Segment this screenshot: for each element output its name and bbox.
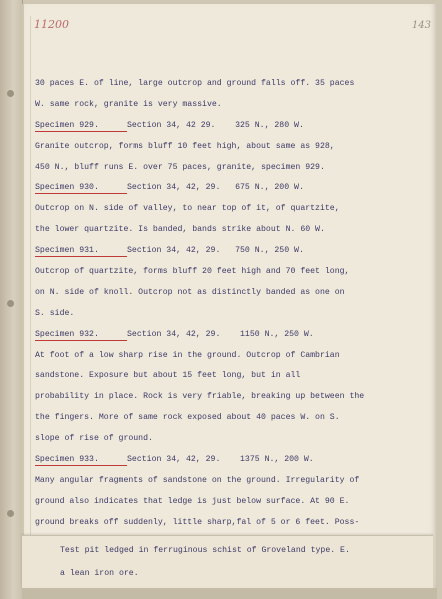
text-line: ground also indicates that ledge is just below surface. At 90 E. [35, 496, 350, 506]
text-line: Outcrop of quartzite, forms bluff 20 feet high and 70 feet long, [35, 267, 350, 277]
strip-line-1: Test pit ledged in ferruginous schist of Groveland type. E. [60, 546, 350, 555]
specimen-label: Specimen 929. [35, 120, 127, 132]
binder-hole [7, 90, 14, 97]
binder-hole [7, 510, 14, 517]
text-line: S. side. [35, 308, 75, 318]
text-line: slope of rise of ground. [35, 434, 153, 444]
specimen-heading [35, 241, 415, 262]
binder-hole [7, 300, 14, 307]
specimen-label: Specimen 931. [35, 245, 127, 257]
text-line: ground breaks off suddenly, little sharp,fal of 5 or 6 feet. Poss- [35, 517, 360, 527]
specimen-location: Section 34, 42, 29. 750 N., 250 W. [127, 246, 304, 256]
pasted-note-strip [22, 535, 433, 588]
specimen-heading [35, 450, 415, 471]
page-stamp-number: 11200 [34, 18, 69, 31]
specimen-heading [35, 178, 415, 199]
specimen-label: Specimen 932. [35, 329, 127, 341]
specimen-location: Section 34, 42 29. 325 N., 280 W. [127, 120, 304, 130]
text-line: At foot of a low sharp rise in the ground. Outcrop of Cambrian [35, 350, 340, 360]
specimen-heading [35, 116, 415, 137]
specimen-label: Specimen 930. [35, 182, 127, 194]
page-corner-number: 143 [411, 20, 431, 31]
text-line: Granite outcrop, forms bluff 10 feet high, about same as 928, [35, 141, 335, 151]
text-line: Outcrop on N. side of valley, to near top of it, of quartzite, [35, 204, 340, 214]
specimen-label: Specimen 933. [35, 454, 127, 466]
binder-edge [0, 0, 23, 599]
specimen-heading [35, 325, 415, 346]
text-line: probability in place. Rock is very friable, breaking up between the [35, 392, 365, 402]
specimen-location: Section 34, 42, 29. 1150 N., 250 W. [127, 329, 314, 339]
text-line: 450 N., bluff runs E. over 75 paces, granite, specimen 929. [35, 162, 325, 172]
text-line: W. same rock, granite is very massive. [35, 99, 222, 109]
page-margin-line [30, 16, 31, 576]
specimen-location: Section 34, 42, 29. 675 N., 200 W. [127, 183, 304, 193]
typed-notes [35, 74, 415, 554]
text-line: the lower quartzite. Is banded, bands strike about N. 60 W. [35, 225, 325, 235]
page-bottom-edge [22, 588, 437, 599]
strip-line-2: a lean iron ore. [60, 569, 139, 578]
text-line: 30 paces E. of line, large outcrop and ground falls off. 35 paces [35, 79, 355, 88]
specimen-location: Section 34, 42, 29. 1375 N., 200 W. [127, 455, 314, 465]
text-line: Many angular fragments of sandstone on the ground. Irregularity of [35, 475, 360, 485]
text-line: sandstone. Exposure but about 15 feet long, but in all [35, 371, 301, 381]
text-line: the fingers. More of same rock exposed about 40 paces W. on S. [35, 413, 340, 423]
text-line: on N. side of knoll. Outcrop not as distinctly banded as one on [35, 287, 345, 297]
